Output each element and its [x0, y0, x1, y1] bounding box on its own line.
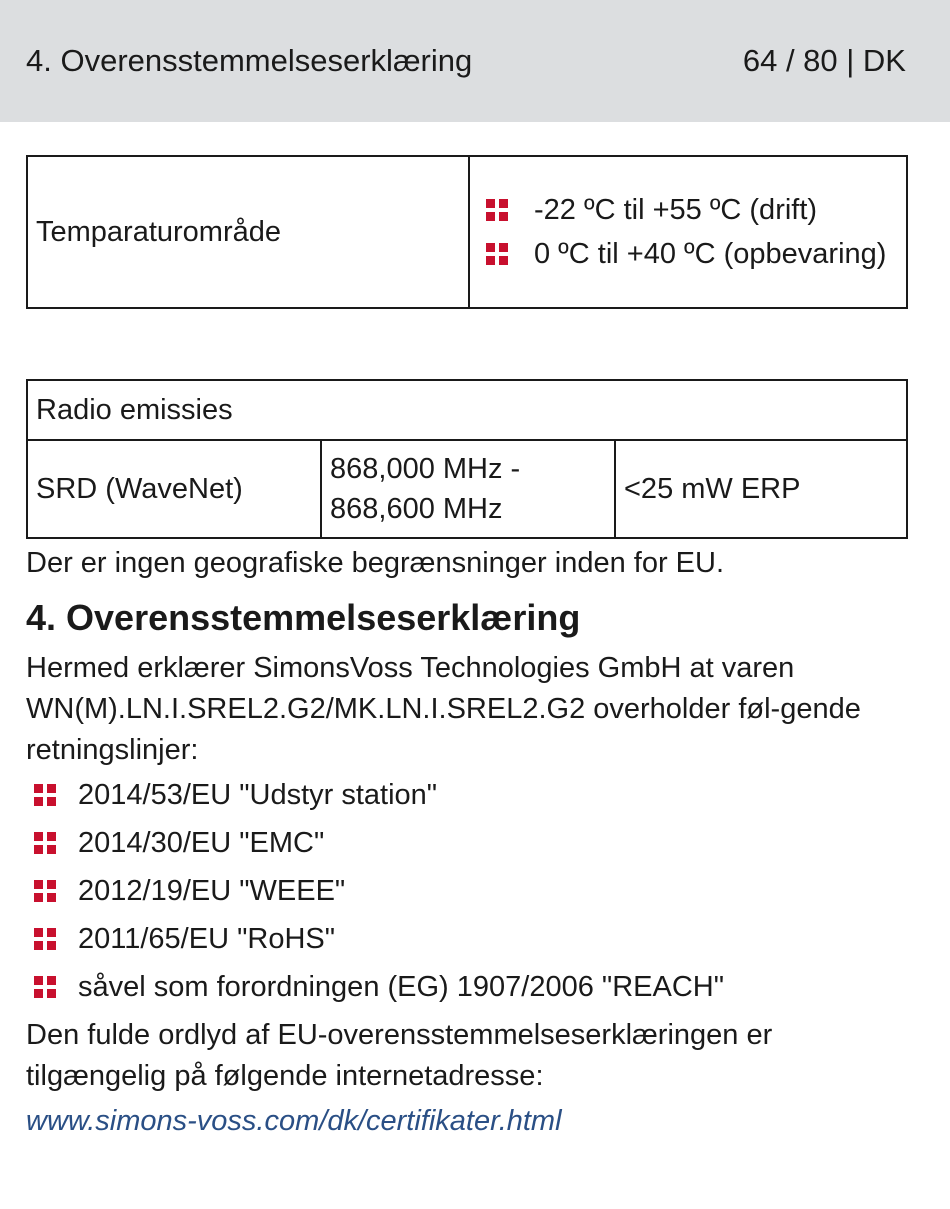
radio-power-cell: <25 mW ERP [615, 440, 907, 538]
list-item: 2012/19/EU "WEEE" [26, 871, 908, 911]
radio-table-title: Radio emissies [27, 380, 907, 440]
geography-note: Der er ingen geografiske begrænsninger inden for EU. [26, 547, 725, 579]
radio-frequency-cell: 868,000 MHz - 868,600 MHz [321, 440, 615, 538]
page-number: 64 / 80 | DK [742, 43, 906, 78]
page-content [0, 155, 950, 1142]
directive-list [26, 775, 908, 1007]
bullet-icon [34, 784, 56, 806]
radio-emissions-table [26, 379, 908, 539]
bullet-icon [486, 243, 508, 265]
list-item: -22 ºC til +55 ºC (drift) [478, 190, 898, 230]
bullet-icon [486, 199, 508, 221]
bullet-icon [34, 976, 56, 998]
list-item: 2011/65/EU "RoHS" [26, 919, 908, 959]
list-item: såvel som forordningen (EG) 1907/2006 "REACH" [26, 967, 908, 1007]
certificates-link[interactable]: www.simons-voss.com/dk/certifikater.html [26, 1105, 562, 1137]
bullet-icon [34, 832, 56, 854]
list-item: 0 ºC til +40 ºC (opbevaring) [478, 234, 898, 274]
bullet-icon [34, 928, 56, 950]
intro-paragraph: Hermed erklærer SimonsVoss Technologies GmbH at varen WN(M).LN.I.SREL2.G2/MK.LN.I.SREL2.G2 overholder føl-gende retningslinjer: [26, 652, 861, 766]
temperature-table [26, 155, 908, 309]
temperature-label: Temparaturområde [27, 156, 469, 308]
outro-paragraph: Den fulde ordlyd af EU-overensstemmelseserklæringen er tilgængelig på følgende internetadresse: [26, 1019, 773, 1092]
radio-name-cell: SRD (WaveNet) [27, 440, 321, 538]
temperature-values [469, 156, 907, 308]
bullet-icon [34, 880, 56, 902]
header-title: 4. Overensstemmelseserklæring [26, 43, 473, 78]
section-heading: 4. Overensstemmelseserklæring [26, 597, 581, 638]
list-item: 2014/53/EU "Udstyr station" [26, 775, 908, 815]
page-header [0, 0, 950, 122]
list-item: 2014/30/EU "EMC" [26, 823, 908, 863]
